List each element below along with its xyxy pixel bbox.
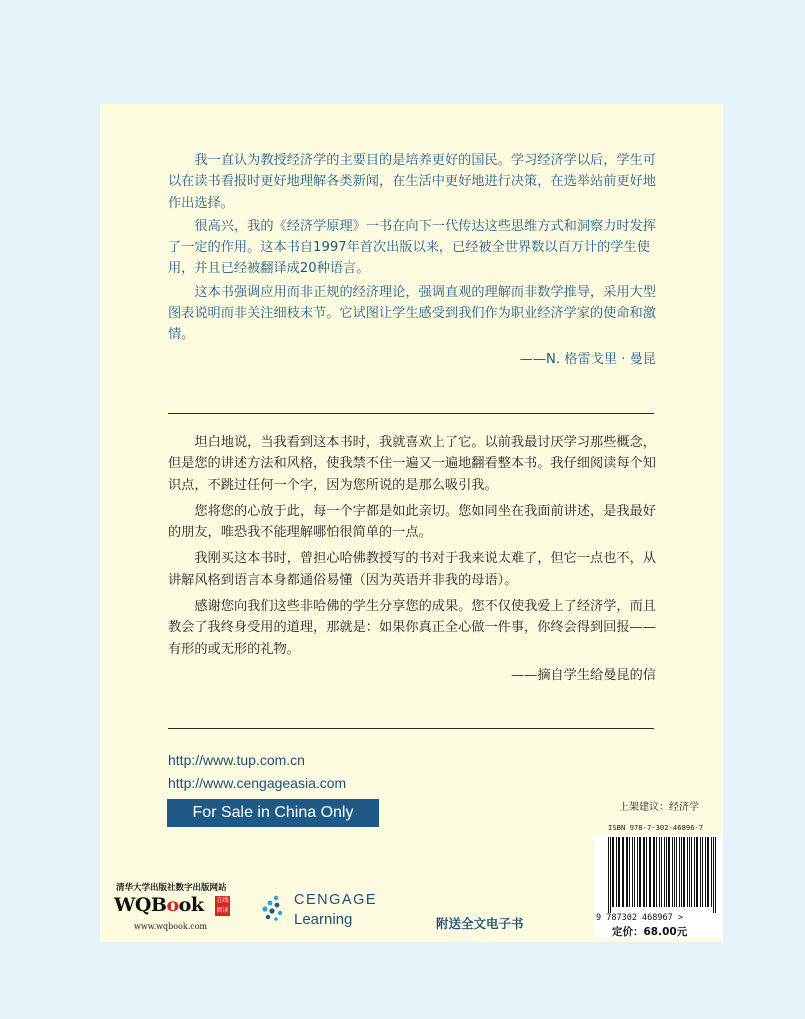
- author-preface: [168, 150, 656, 370]
- wqbook-site[interactable]: www.wqbook.com: [134, 922, 208, 931]
- divider-bottom: [168, 728, 654, 729]
- barcode-icon: [608, 837, 716, 913]
- cengage-url[interactable]: http://www.cengageasia.com: [168, 775, 347, 791]
- wqbook-logo-o: o: [166, 894, 179, 916]
- letter-paragraph-1: 坦白地说，当我看到这本书时，我就喜欢上了它。以前我最讨厌学习那些概念，但是您的讲述方法和风格，使我禁不住一遍又一遍地翻看整本书。我仔细阅读每个知识点，不跳过任何一个字，因为您所说的是那么吸引我。: [168, 435, 656, 493]
- cengage-learning: Learning: [294, 911, 353, 928]
- preface-paragraph-3: 这本书强调应用而非正规的经济理论，强调直观的理解而非数学推导，采用大型图表说明而非关注细枝末节。它试图让学生感受到我们作为职业经济学家的使命和激情。: [168, 284, 656, 343]
- isbn-label: ISBN 978-7-302-46896-7: [608, 823, 704, 832]
- wqbook-badge: 在线阅读: [216, 897, 229, 914]
- price-label: 定价：68.00元: [612, 926, 688, 938]
- cengage-logo-icon: [260, 895, 290, 923]
- shelf-suggestion: 上架建议：经济学: [619, 802, 699, 813]
- author-signature: ——N. 格雷戈里 · 曼昆: [519, 351, 656, 367]
- back-cover: [100, 104, 723, 942]
- ebook-note: 附送全文电子书: [436, 916, 524, 931]
- barcode-number: 9 787302 468967 >: [596, 913, 683, 923]
- wqbook-logo-w: WQB: [114, 894, 167, 916]
- preface-paragraph-2: 很高兴，我的《经济学原理》一书在向下一代传达这些思维方式和洞察力时发挥了一定的作用。这本书自1997年首次出版以来，已经被全世界数以百万计的学生使用，并且已经被翻译成20种语言。: [168, 218, 656, 277]
- wqbook-logo-rest: ok: [178, 894, 204, 916]
- letter-signature: ——摘自学生给曼昆的信: [510, 667, 656, 683]
- wqbook-logo[interactable]: [114, 894, 203, 916]
- preface-paragraph-1: 我一直认为教授经济学的主要目的是培养更好的国民。学习经济学以后，学生可以在读书看报时更好地理解各类新闻，在生活中更好地进行决策，在选举站前更好地作出选择。: [168, 153, 656, 211]
- tup-url[interactable]: http://www.tup.com.cn: [168, 752, 305, 768]
- student-letter: [168, 432, 656, 686]
- wqbook-caption: 清华大学出版社数字出版网站: [116, 883, 227, 893]
- cengage-name: CENGAGE: [294, 892, 378, 908]
- letter-paragraph-3: 我刚买这本书时，曾担心哈佛教授写的书对于我来说太难了，但它一点也不，从讲解风格到语言本身都通俗易懂（因为英语并非我的母语）。: [168, 551, 656, 588]
- letter-paragraph-2: 您将您的心放于此，每一个字都是如此亲切。您如同坐在我面前讲述，是我最好的朋友，唯恐我不能理解哪怕很简单的一点。: [168, 503, 656, 541]
- letter-paragraph-4: 感谢您向我们这些非哈佛的学生分享您的成果。您不仅使我爱上了经济学，而且教会了我终身受用的道理，那就是：如果你真正全心做一件事，你终会得到回报——有形的或无形的礼物。: [168, 599, 656, 657]
- sale-banner: For Sale in China Only: [167, 799, 379, 827]
- barcode-panel: [594, 835, 723, 938]
- divider-top: [168, 413, 654, 414]
